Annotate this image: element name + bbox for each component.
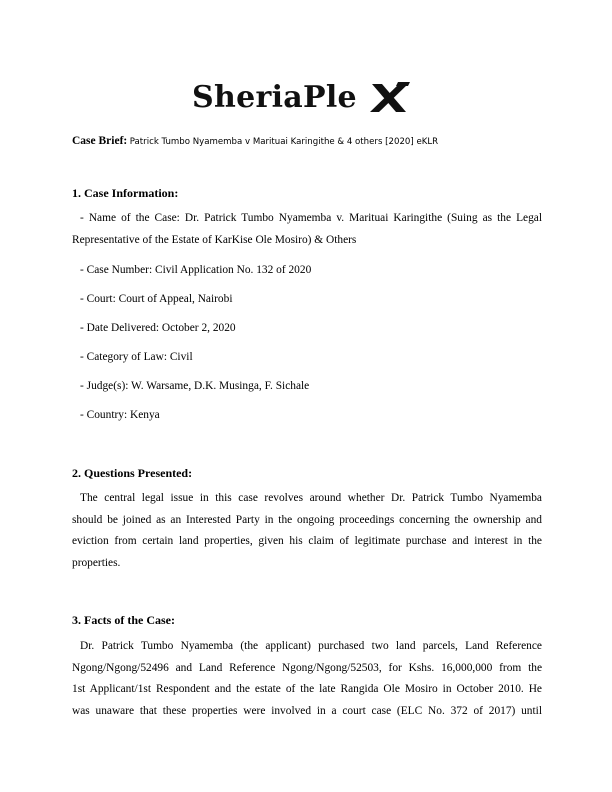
logo-text: SheriaPle — [192, 80, 357, 115]
facts-line: was unaware that these properties were involved in a court case (ELC No. 372 of 2017) until — [72, 704, 542, 717]
facts-line: 1st Applicant/1st Respondent and the estate of the late Rangida Ole Mosiro in October 2010. He — [72, 683, 542, 695]
country: - Country: Kenya — [80, 409, 160, 421]
case-number: - Case Number: Civil Application No. 132 of 2020 — [80, 264, 312, 276]
judges: - Judge(s): W. Warsame, D.K. Musinga, F. Sichale — [80, 380, 310, 392]
case-name-paragraph — [72, 208, 542, 251]
heading-questions-presented: 2. Questions Presented: — [72, 466, 193, 480]
case-name-line-1: - Name of the Case: Dr. Patrick Tumbo Nyamemba v. Marituai Karingithe (Suing as the Legal — [80, 212, 542, 224]
heading-case-information: 1. Case Information: — [72, 186, 179, 200]
category-of-law: - Category of Law: Civil — [80, 351, 193, 363]
case-brief-line — [72, 135, 438, 147]
questions-line: eviction from certain land properties, given his claim of legitimate purchase and interest in the — [72, 535, 542, 547]
case-brief-title: Patrick Tumbo Nyamemba v Marituai Karingithe & 4 others [2020] eKLR — [129, 137, 439, 147]
sheriaplex-logo — [192, 76, 422, 120]
court: - Court: Court of Appeal, Nairobi — [80, 293, 233, 305]
questions-line: The central legal issue in this case revolves around whether Dr. Patrick Tumbo Nyamemba — [80, 492, 542, 504]
heading-facts-of-case: 3. Facts of the Case: — [72, 613, 175, 627]
questions-line: should be joined as an Interested Party in the ongoing proceedings concerning the ownership and — [72, 513, 542, 526]
case-name-line-2: Representative of the Estate of KarKise Ole Mosiro) & Others — [72, 233, 357, 246]
facts-paragraph — [72, 636, 542, 722]
questions-paragraph — [72, 488, 542, 574]
date-delivered: - Date Delivered: October 2, 2020 — [80, 322, 236, 334]
questions-line: properties. — [72, 556, 121, 569]
logo-x-mark — [368, 80, 410, 116]
facts-line: Ngong/Ngong/52496 and Land Reference Ngong/Ngong/52503, for Kshs. 16,000,000 from the — [72, 661, 542, 674]
case-brief-label: Case Brief: — [72, 135, 128, 147]
facts-line: Dr. Patrick Tumbo Nyamemba (the applicant) purchased two land parcels, Land Reference — [80, 640, 542, 652]
